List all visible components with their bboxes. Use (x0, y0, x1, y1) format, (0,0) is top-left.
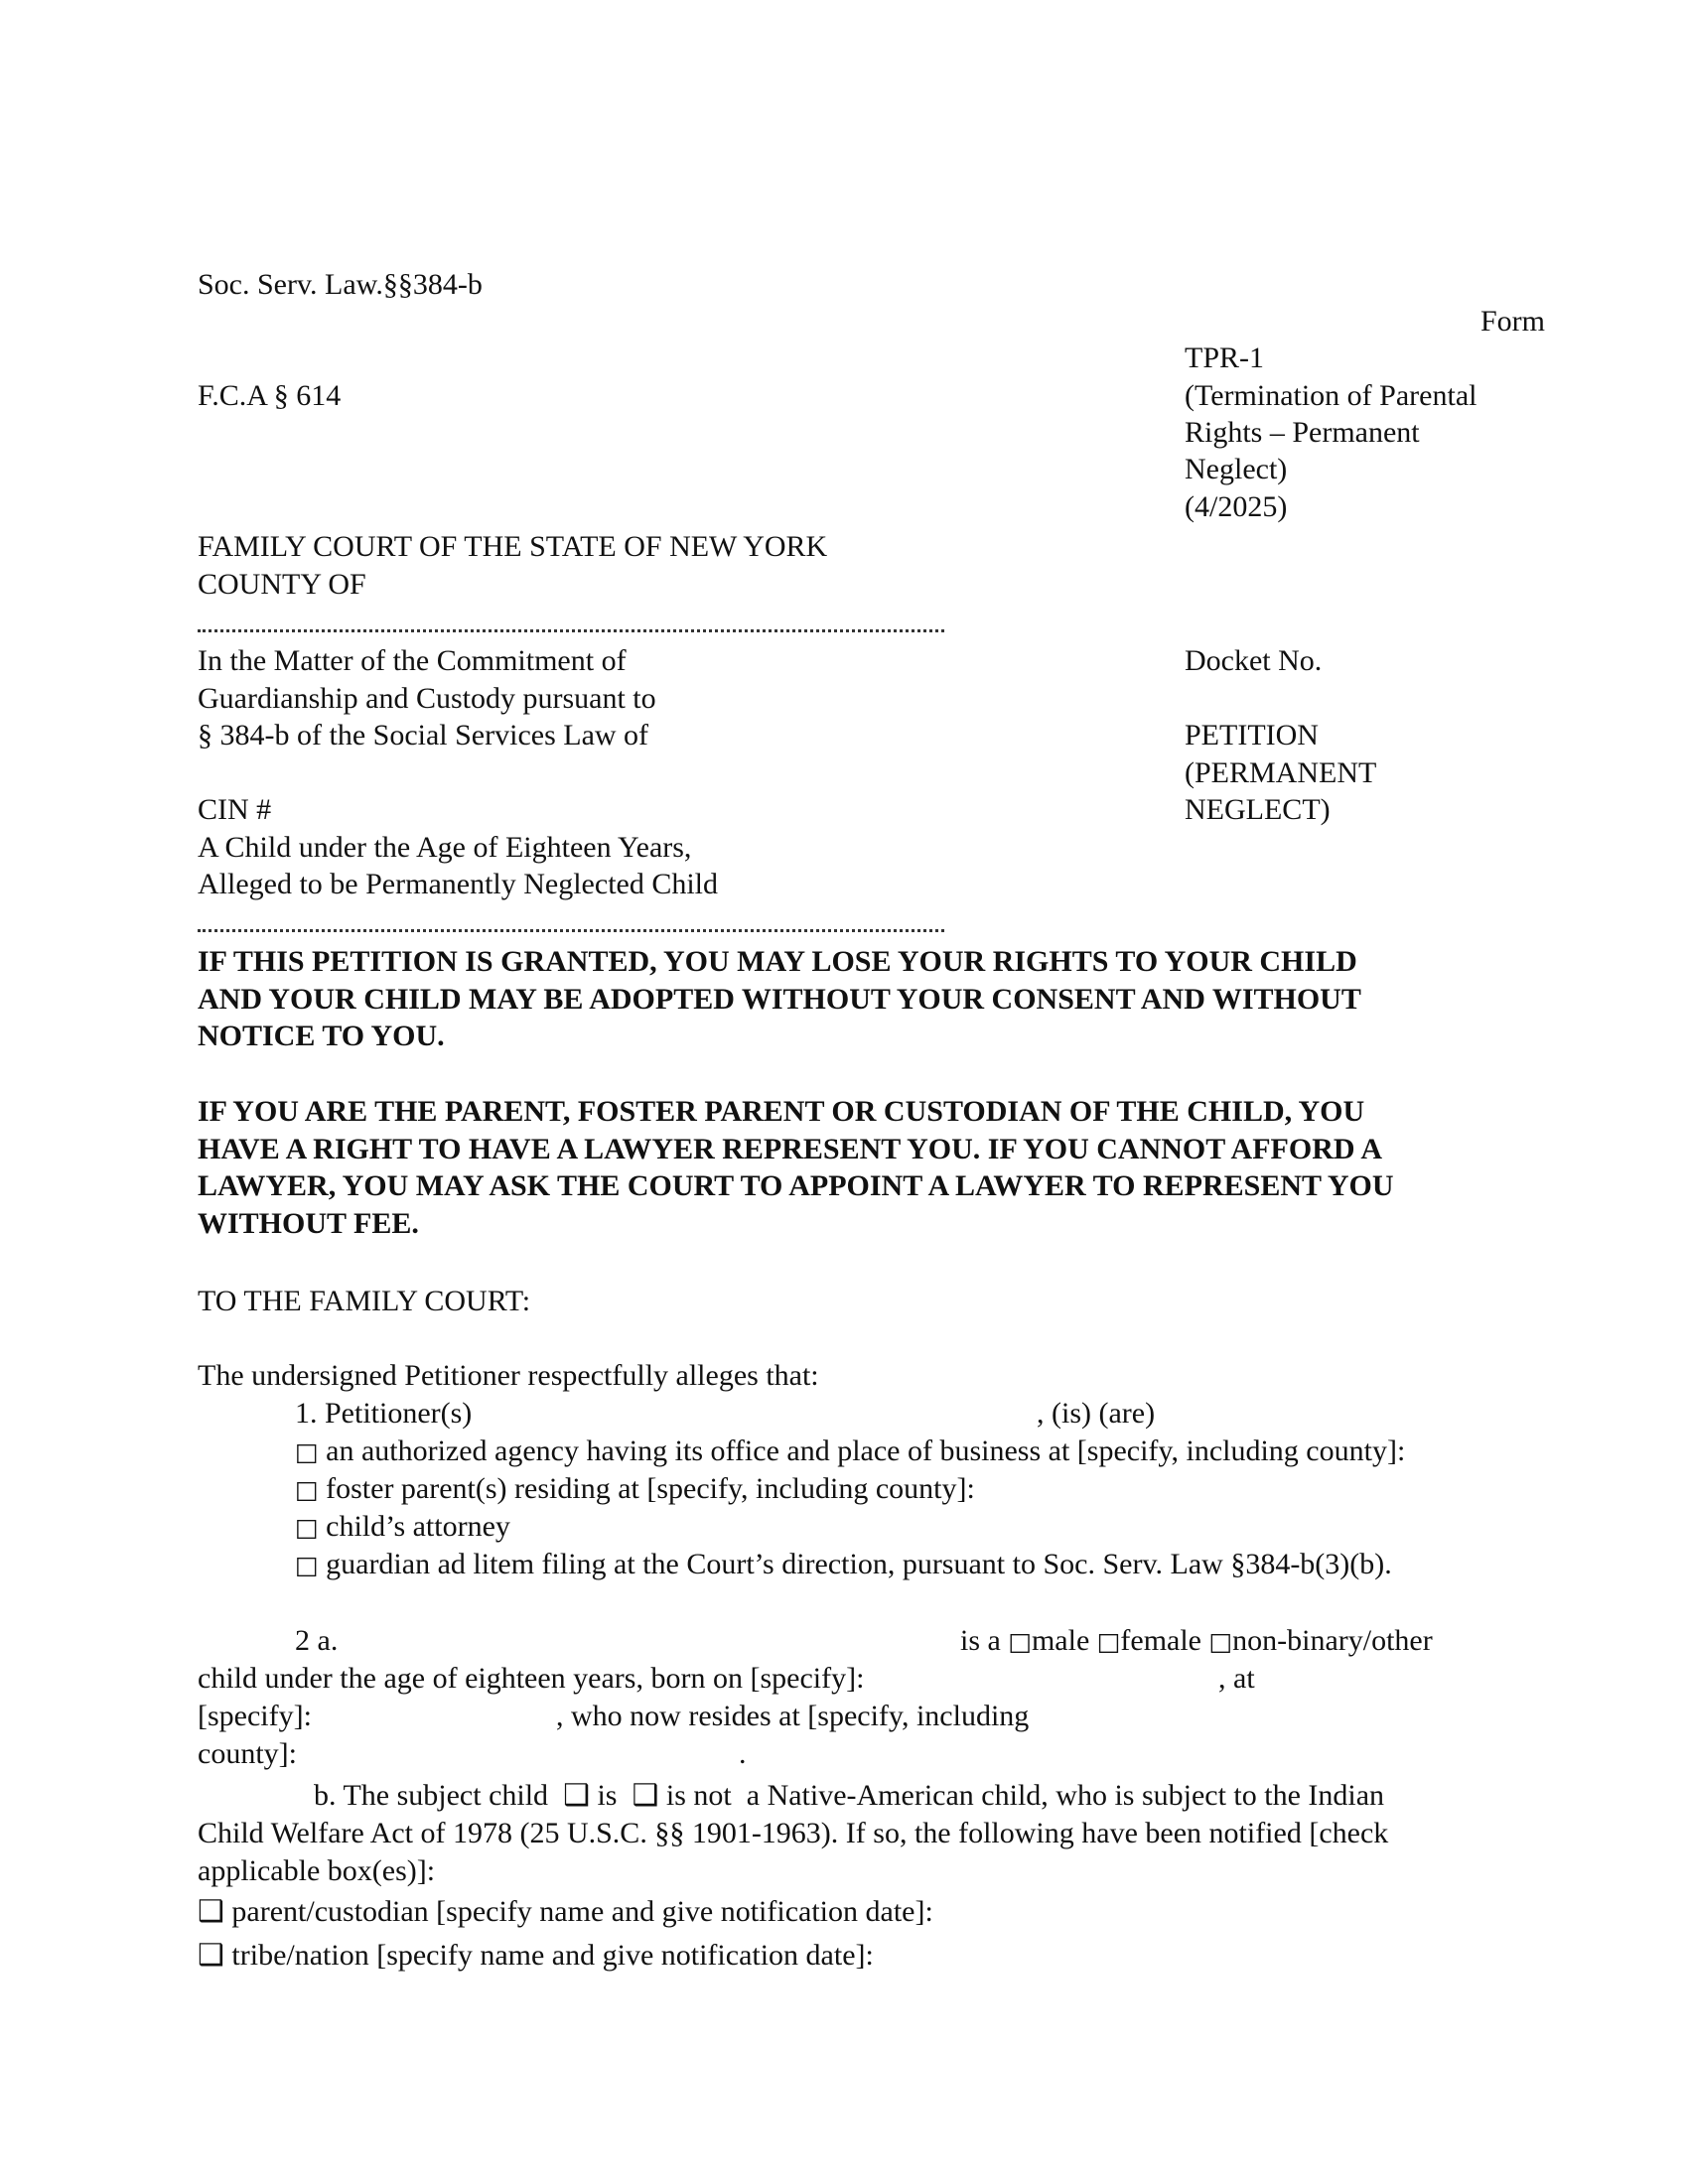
warning-lawyer-line3: LAWYER, YOU MAY ASK THE COURT TO APPOINT A LAWYER TO REPRESENT YOU (198, 1169, 1394, 1202)
icwa-option-is-not[interactable]: is not (665, 1779, 732, 1812)
petition-intro: The undersigned Petitioner respectfully alleges that: (198, 1359, 819, 1392)
docket-number-label: Docket No. (1185, 644, 1323, 677)
checkbox-icon[interactable]: □ (1096, 1627, 1121, 1656)
form-label: Form (1479, 305, 1545, 338)
caption-bottom-divider (198, 929, 944, 932)
form-title-line1: (Termination of Parental (1185, 379, 1477, 412)
warning-lawyer-line1: IF YOU ARE THE PARENT, FOSTER PARENT OR CUSTODIAN OF THE CHILD, YOU (198, 1095, 1365, 1128)
petitioner-option-agency[interactable]: □ an authorized agency having its office and place of business at [specify, including county]: (295, 1434, 1406, 1467)
checkbox-icon[interactable]: ❑ (563, 1778, 590, 1813)
checkbox-icon[interactable]: □ (1008, 1627, 1032, 1656)
form-title-line2: Rights – Permanent (1185, 416, 1420, 449)
child-birth-line: child under the age of eighteen years, born on [specify]: (198, 1662, 865, 1695)
child-birth-at: , at (1218, 1662, 1255, 1695)
child-gender-line: is a □male □female □non-binary/other (960, 1624, 1433, 1657)
petitioner-option-childs-attorney[interactable]: □ child’s attorney (295, 1510, 510, 1543)
gender-option-male[interactable]: male (1031, 1624, 1090, 1657)
petitioner-option-foster-parent[interactable]: □ foster parent(s) residing at [specify, including county]: (295, 1472, 975, 1505)
matter-line3: § 384-b of the Social Services Law of (198, 719, 649, 751)
form-number: TPR-1 (1185, 341, 1265, 374)
petition-title-line1: PETITION (1185, 719, 1319, 751)
icwa-statement-line1: b. The subject child ❑ is ❑ is not a Native-American child, who is subject to the Indian (314, 1778, 1385, 1813)
checkbox-icon[interactable]: ❑ (198, 1938, 224, 1973)
child-description-line1: A Child under the Age of Eighteen Years, (198, 831, 692, 864)
child-birthplace-label: [specify]: (198, 1700, 312, 1732)
statute-ssl: Soc. Serv. Law.§§384-b (198, 268, 483, 301)
gender-option-nonbinary[interactable]: non-binary/other (1232, 1624, 1433, 1657)
child-county-label: county]: (198, 1737, 297, 1770)
form-revision-date: (4/2025) (1185, 490, 1288, 523)
child-residence-line: , who now resides at [specify, including (556, 1700, 1030, 1732)
cin-label: CIN # (198, 793, 272, 826)
checkbox-icon[interactable]: □ (295, 1513, 319, 1542)
to-family-court: TO THE FAMILY COURT: (198, 1285, 531, 1317)
checkbox-icon[interactable]: ❑ (632, 1778, 659, 1813)
checkbox-icon[interactable]: □ (295, 1475, 319, 1504)
petitioner-is-are: , (is) (are) (1037, 1397, 1156, 1430)
warning-adoption-line1: IF THIS PETITION IS GRANTED, YOU MAY LOSE YOUR RIGHTS TO YOUR CHILD (198, 945, 1357, 978)
warning-lawyer-line4: WITHOUT FEE. (198, 1207, 419, 1240)
warning-adoption-line2: AND YOUR CHILD MAY BE ADOPTED WITHOUT YOUR CONSENT AND WITHOUT (198, 983, 1361, 1016)
notify-option-tribe-nation[interactable]: ❑ tribe/nation [specify name and give notification date]: (198, 1938, 874, 1973)
notify-option-parent-custodian[interactable]: ❑ parent/custodian [specify name and give notification date]: (198, 1894, 933, 1929)
court-name: FAMILY COURT OF THE STATE OF NEW YORK (198, 530, 828, 563)
petition-title-line3: NEGLECT) (1185, 793, 1331, 826)
caption-top-divider (198, 629, 944, 632)
petitioner-option-guardian-ad-litem[interactable]: □ guardian ad litem filing at the Court’s direction, pursuant to Soc. Serv. Law §384-b(3)(b). (295, 1548, 1392, 1580)
matter-line2: Guardianship and Custody pursuant to (198, 682, 656, 715)
child-county-period: . (739, 1737, 747, 1770)
matter-line1: In the Matter of the Commitment of (198, 644, 627, 677)
checkbox-icon[interactable]: □ (295, 1437, 319, 1466)
checkbox-icon[interactable]: □ (295, 1551, 319, 1579)
statute-fca: F.C.A § 614 (198, 379, 342, 412)
petitioner-label: 1. Petitioner(s) (295, 1397, 473, 1430)
item-2a-label: 2 a. (295, 1624, 339, 1657)
icwa-option-is[interactable]: is (597, 1779, 618, 1812)
child-description-line2: Alleged to be Permanently Neglected Child (198, 868, 719, 900)
form-title-line3: Neglect) (1185, 453, 1288, 485)
checkbox-icon[interactable]: ❑ (198, 1894, 224, 1929)
icwa-statement-line2: Child Welfare Act of 1978 (25 U.S.C. §§ 1901-1963). If so, the following have been notified [check (198, 1817, 1389, 1849)
warning-lawyer-line2: HAVE A RIGHT TO HAVE A LAWYER REPRESENT YOU. IF YOU CANNOT AFFORD A (198, 1133, 1383, 1165)
icwa-statement-line3: applicable box(es)]: (198, 1854, 436, 1887)
court-county: COUNTY OF (198, 568, 366, 601)
petition-title-line2: (PERMANENT (1185, 756, 1377, 789)
gender-option-female[interactable]: female (1120, 1624, 1201, 1657)
warning-adoption-line3: NOTICE TO YOU. (198, 1020, 445, 1052)
checkbox-icon[interactable]: □ (1208, 1627, 1233, 1656)
